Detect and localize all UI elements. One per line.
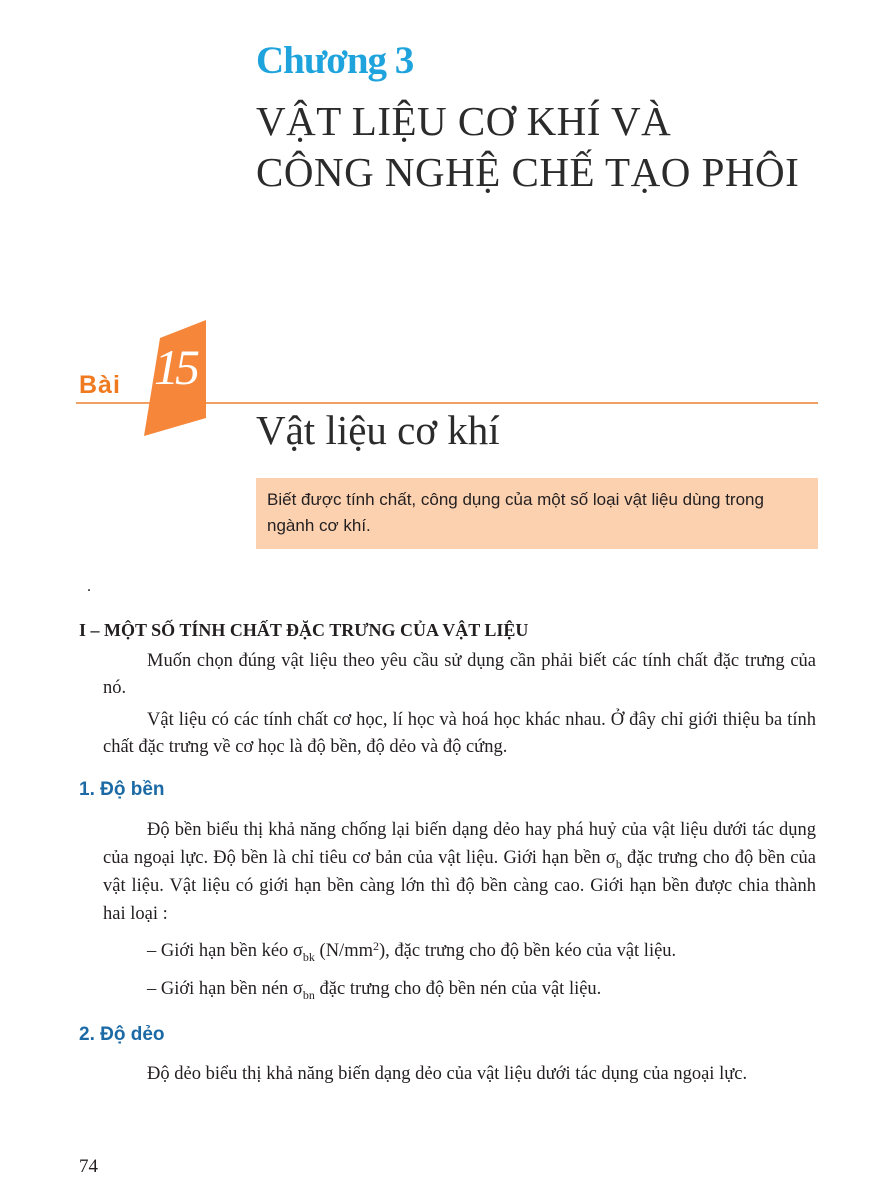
- bullet1-text-b: (N/mm: [314, 941, 373, 961]
- lesson-word: Bài: [79, 371, 121, 399]
- bullet1-subscript: bk: [302, 950, 315, 964]
- paragraph-intro-1: [103, 648, 816, 702]
- do-ben-text-b: đặc trưng cho độ bền của vật liệu. Vật liệu có giới hạn bền càng lớn thì độ bền càng cao. Giới hạn bền được chia thành hai loại :: [103, 848, 816, 924]
- sigma-b-subscript: b: [615, 857, 622, 871]
- lesson-objective-text: Biết được tính chất, công dụng của một số loại vật liệu dùng trong ngành cơ khí.: [267, 490, 764, 535]
- lesson-number: 15: [154, 339, 196, 395]
- chapter-title-line-2: CÔNG NGHỆ CHẾ TẠO PHÔI: [256, 149, 800, 195]
- chapter-title-line-1: VẬT LIỆU CƠ KHÍ VÀ: [256, 98, 672, 144]
- lesson-objective-box: [256, 478, 818, 549]
- chapter-title: [256, 96, 856, 198]
- bullet1-text-c: ), đặc trưng cho độ bền kéo của vật liệu.: [378, 941, 677, 961]
- bullet2-text-a: – Giới hạn bền nén σ: [147, 979, 303, 999]
- subheading-do-deo: 2. Độ dẻo: [79, 1024, 165, 1045]
- bullet1-superscript: 2: [372, 939, 379, 953]
- bullet2-text-b: đặc trưng cho độ bền nén của vật liệu.: [314, 979, 602, 999]
- paragraph-do-ben: [103, 816, 816, 928]
- bullet-gioi-han-ben-keo: [147, 938, 817, 965]
- paragraph-intro-2: [103, 707, 816, 761]
- page-number: 74: [79, 1156, 98, 1177]
- subheading-do-ben: 1. Độ bền: [79, 779, 165, 800]
- paragraph-intro-2-text: Vật liệu có các tính chất cơ học, lí học và hoá học khác nhau. Ở đây chỉ giới thiệu ba tính chất đặc trưng về cơ học là độ bền, độ dẻo và độ cứng.: [103, 710, 816, 757]
- do-ben-text-a: Độ bền biểu thị khả năng chống lại biến dạng dẻo hay phá huỷ của vật liệu dưới tác dụng của ngoại lực. Độ bền là chỉ tiêu cơ bản của vật liệu. Giới hạn bền σ: [103, 820, 816, 868]
- section-heading: I – MỘT SỐ TÍNH CHẤT ĐẶC TRƯNG CỦA VẬT LIỆU: [79, 620, 529, 640]
- bullet1-text-a: – Giới hạn bền kéo σ: [147, 941, 303, 961]
- bullet-gioi-han-ben-nen: [147, 976, 817, 1003]
- stray-dot: .: [87, 578, 91, 595]
- bullet2-subscript: bn: [302, 988, 315, 1002]
- paragraph-do-deo-text: Độ dẻo biểu thị khả năng biến dạng dẻo của vật liệu dưới tác dụng của ngoại lực.: [147, 1064, 748, 1084]
- lesson-title: Vật liệu cơ khí: [256, 407, 500, 453]
- paragraph-do-deo: [103, 1061, 816, 1088]
- chapter-label: Chương 3: [256, 39, 414, 82]
- paragraph-intro-1-text: Muốn chọn đúng vật liệu theo yêu cầu sử dụng cần phải biết các tính chất đặc trưng của nó.: [103, 651, 816, 698]
